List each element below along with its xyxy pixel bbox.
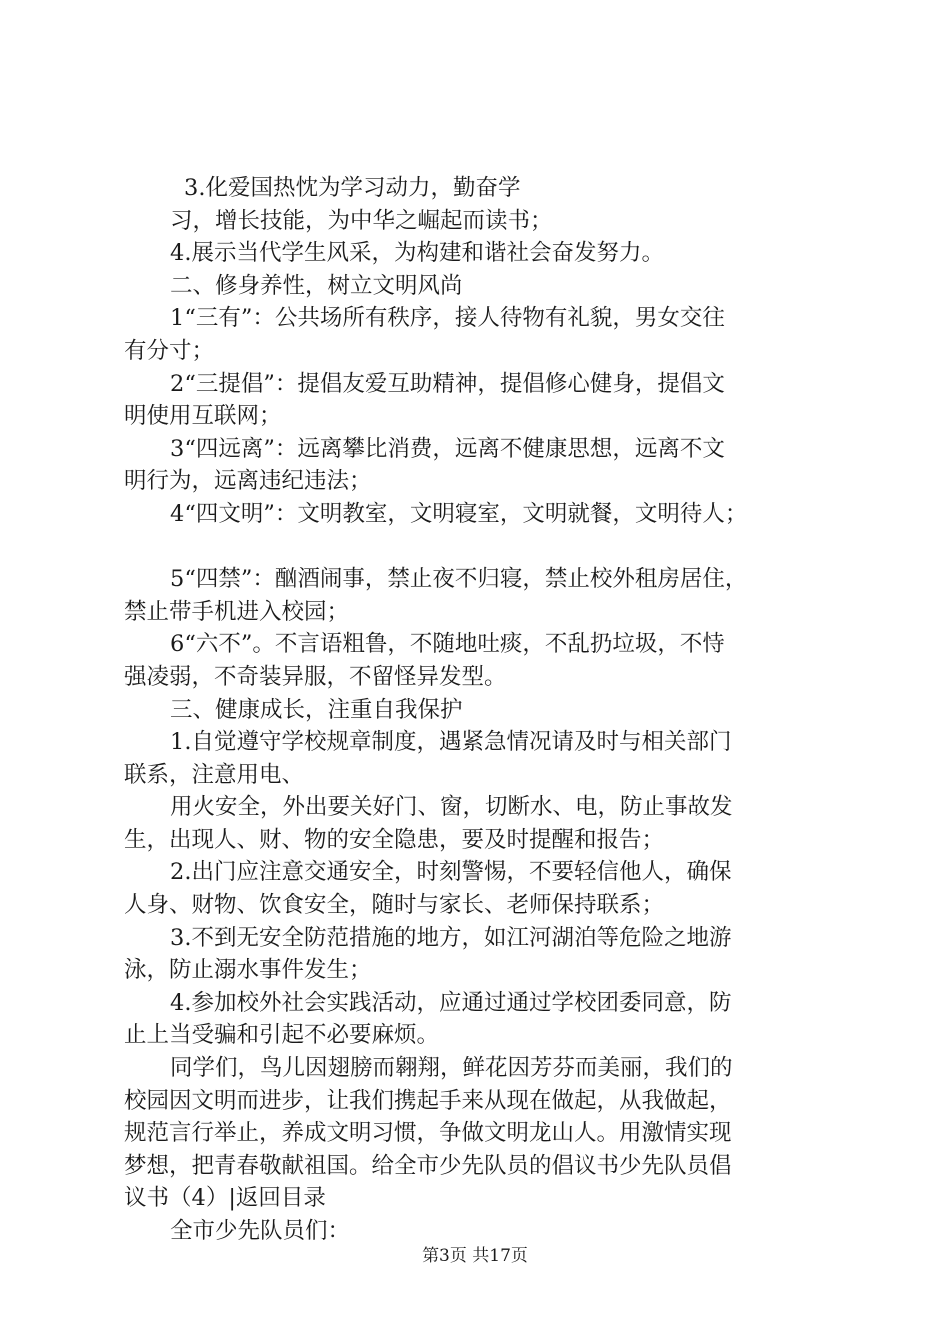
text-line: 用火安全，外出要关好门、窗，切断水、电，防止事故发 bbox=[170, 794, 733, 821]
text-line: 有分寸； bbox=[124, 337, 215, 364]
text-line: 二、修身养性，树立文明风尚 bbox=[170, 272, 463, 299]
text-line: 规范言行举止，养成文明习惯，争做文明龙山人。用激情实现 bbox=[124, 1120, 732, 1147]
text-line: 梦想，把青春敬献祖国。给全市少先队员的倡议书少先队员倡 bbox=[124, 1152, 732, 1179]
text-line: 习，增长技能，为中华之崛起而读书； bbox=[170, 207, 553, 234]
text-line: 全市少先队员们： bbox=[170, 1218, 351, 1244]
text-line: 3“四远离”：远离攀比消费，远离不健康思想，远离不文 bbox=[170, 435, 725, 462]
text-line: 2.出门应注意交通安全，时刻警惕，不要轻信他人，确保 bbox=[170, 859, 732, 886]
text-line: 强凌弱，不奇装异服，不留怪异发型。 bbox=[124, 663, 507, 690]
text-line: 议书（4）|返回目录 bbox=[124, 1185, 326, 1212]
text-line: 校园因文明而进步，让我们携起手来从现在做起，从我做起， bbox=[124, 1087, 732, 1114]
text-line: 4.参加校外社会实践活动，应通过通过学校团委同意，防 bbox=[170, 989, 732, 1016]
text-line bbox=[124, 531, 844, 564]
text-line: 人身、财物、饮食安全，随时与家长、老师保持联系； bbox=[124, 892, 665, 919]
text-line: 1“三有”：公共场所有秩序，接人待物有礼貌，男女交往 bbox=[170, 305, 725, 332]
text-line: 泳，防止溺水事件发生； bbox=[124, 957, 372, 984]
text-line: 6“六不”。不言语粗鲁，不随地吐痰，不乱扔垃圾，不恃 bbox=[170, 631, 725, 658]
page-footer: 第3页 共17页 bbox=[422, 1246, 528, 1266]
text-line: 三、健康成长，注重自我保护 bbox=[170, 696, 463, 723]
text-line: 生，出现人、财、物的安全隐患，要及时提醒和报告； bbox=[124, 826, 665, 853]
text-line: 同学们，鸟儿因翅膀而翱翔，鲜花因芳芬而美丽，我们的 bbox=[170, 1055, 733, 1082]
text-line: 5“四禁”：酗酒闹事，禁止夜不归寝，禁止校外租房居住， bbox=[170, 566, 748, 593]
text-line: 3.不到无安全防范措施的地方，如江河湖泊等危险之地游 bbox=[170, 924, 732, 951]
document-body bbox=[124, 172, 844, 1248]
text-line: 3.化爱国热忱为学习动力，勤奋学 bbox=[184, 175, 521, 201]
text-line: 4.展示当代学生风采，为构建和谐社会奋发努力。 bbox=[170, 240, 664, 267]
text-line: 联系，注意用电、 bbox=[124, 761, 305, 788]
text-line: 2“三提倡”：提倡友爱互助精神，提倡修心健身，提倡文 bbox=[170, 370, 725, 397]
text-line: 1.自觉遵守学校规章制度，遇紧急情况请及时与相关部门 bbox=[170, 729, 732, 756]
text-line: 明行为，远离违纪违法； bbox=[124, 468, 372, 495]
text-line: 止上当受骗和引起不必要麻烦。 bbox=[124, 1022, 440, 1049]
text-line: 明使用互联网； bbox=[124, 403, 282, 430]
text-line: 4“四文明”：文明教室，文明寝室，文明就餐，文明待人； bbox=[170, 500, 748, 527]
text-line: 禁止带手机进入校园； bbox=[124, 598, 350, 625]
